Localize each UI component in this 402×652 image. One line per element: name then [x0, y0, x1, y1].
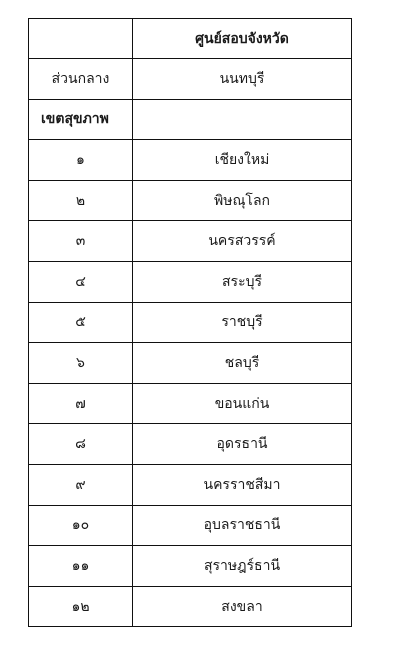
region-province: อุบลราชธานี [133, 505, 352, 546]
region-number: ๑๑ [29, 546, 133, 587]
table-row [29, 383, 352, 424]
table-row [29, 343, 352, 384]
table-row [29, 505, 352, 546]
region-number: ๑ [29, 140, 133, 181]
region-number: ๖ [29, 343, 133, 384]
region-number: ๘ [29, 424, 133, 465]
header-exam-center: ศูนย์สอบจังหวัด [133, 19, 352, 59]
table-row [29, 302, 352, 343]
region-number: ๑๒ [29, 586, 133, 627]
table-row [29, 424, 352, 465]
region-province: ขอนแก่น [133, 383, 352, 424]
region-number: ๓ [29, 221, 133, 262]
header-empty-cell [29, 19, 133, 59]
table-header-row [29, 19, 352, 59]
region-province: นครสวรรค์ [133, 221, 352, 262]
table-row [29, 546, 352, 587]
region-province: นครราชสีมา [133, 464, 352, 505]
region-province: เชียงใหม่ [133, 140, 352, 181]
region-province: สงขลา [133, 586, 352, 627]
region-number: ๕ [29, 302, 133, 343]
table-row [29, 464, 352, 505]
table-row [29, 586, 352, 627]
region-number: ๙ [29, 464, 133, 505]
region-province: พิษณุโลก [133, 180, 352, 221]
region-number: ๔ [29, 261, 133, 302]
central-row [29, 59, 352, 100]
exam-center-table [28, 18, 352, 627]
region-province: สระบุรี [133, 261, 352, 302]
table-row [29, 180, 352, 221]
health-region-empty-cell [133, 99, 352, 140]
central-label: ส่วนกลาง [29, 59, 133, 100]
region-number: ๗ [29, 383, 133, 424]
region-province: ชลบุรี [133, 343, 352, 384]
table-row [29, 140, 352, 181]
region-province: สุราษฎร์ธานี [133, 546, 352, 587]
health-region-section-row [29, 99, 352, 140]
table-row [29, 261, 352, 302]
central-province: นนทบุรี [133, 59, 352, 100]
table-row [29, 221, 352, 262]
region-province: อุดรธานี [133, 424, 352, 465]
region-province: ราชบุรี [133, 302, 352, 343]
region-number: ๒ [29, 180, 133, 221]
health-region-label: เขตสุขภาพ [29, 99, 133, 140]
region-number: ๑๐ [29, 505, 133, 546]
